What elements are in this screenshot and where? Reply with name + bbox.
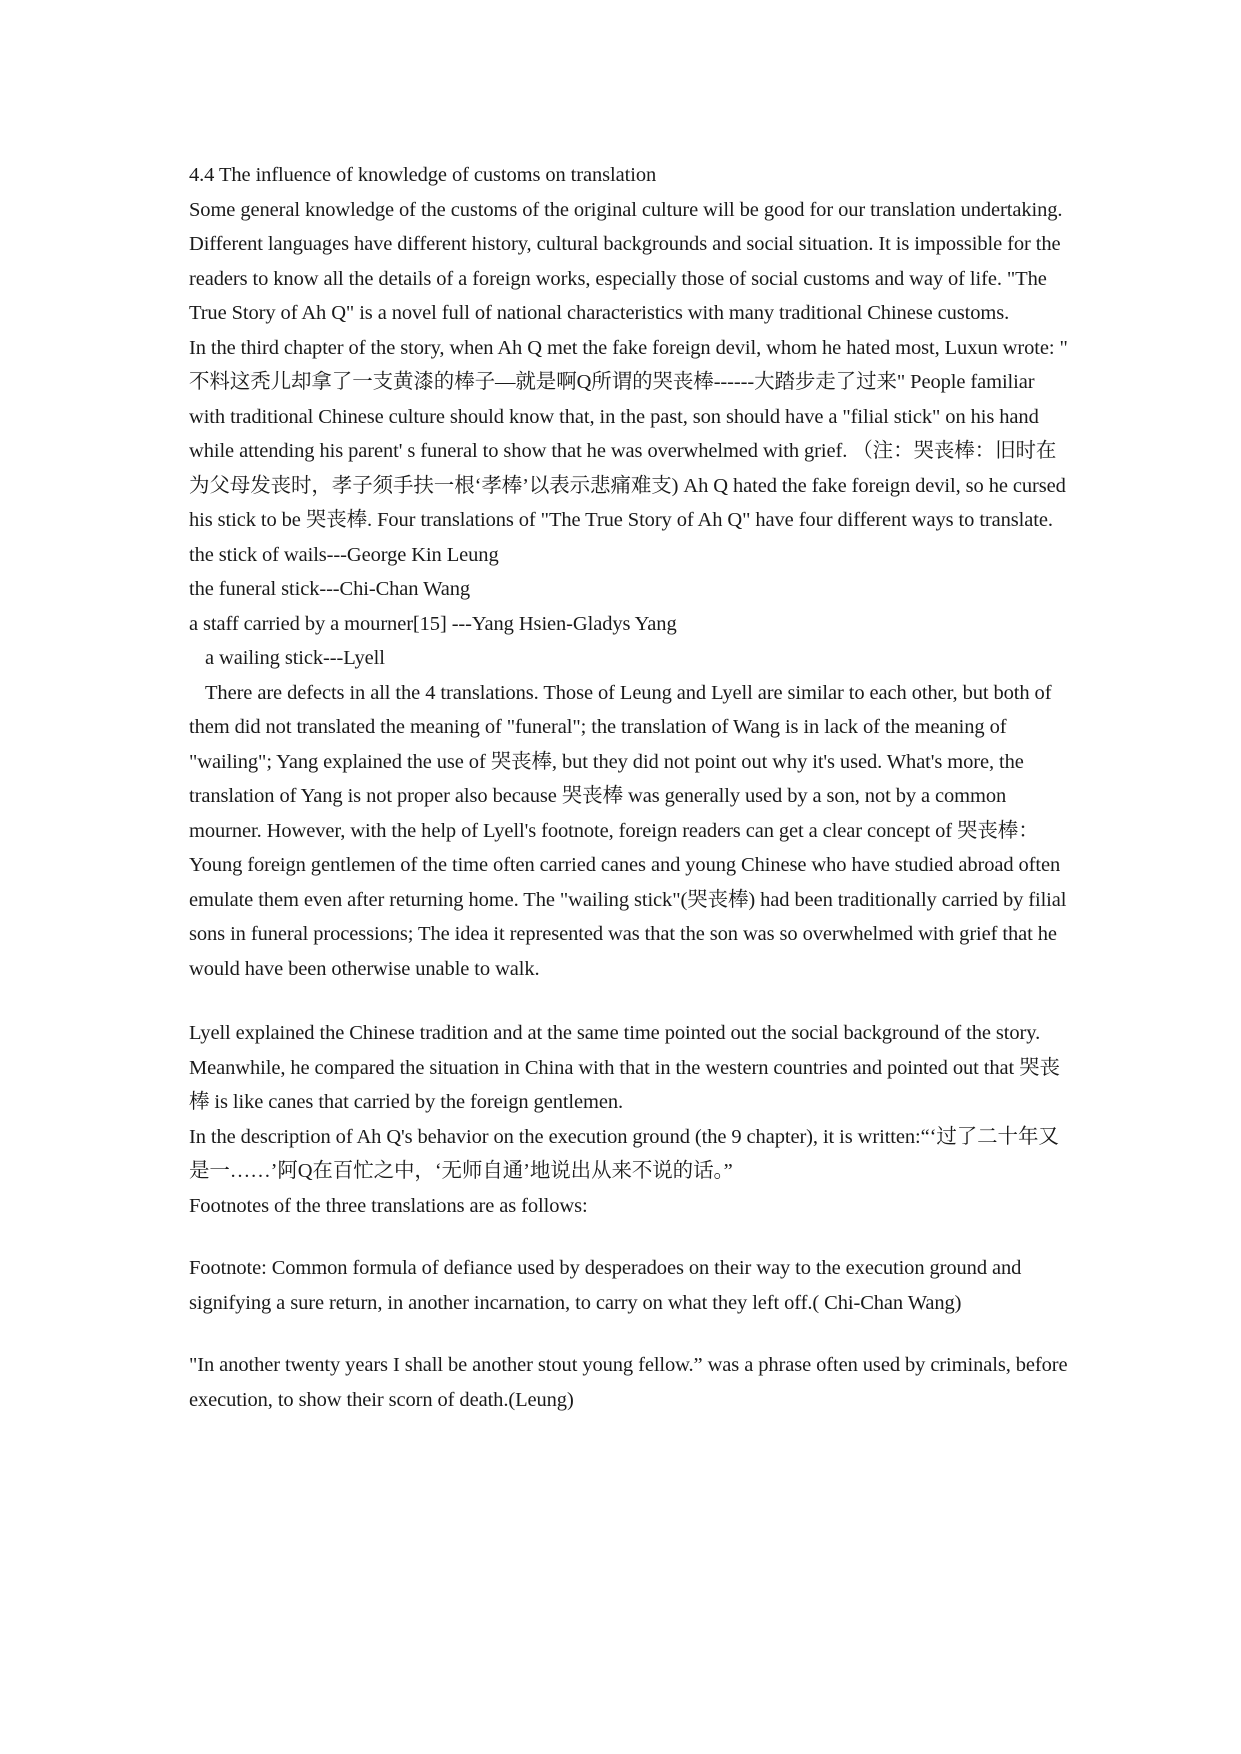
list-item-translation-yang: a staff carried by a mourner[15] ---Yang Hsien-Gladys Yang <box>189 612 677 635</box>
paragraph-execution-ground: In the description of Ah Q's behavior on the execution ground (the 9 chapter), it is written:“‘过了二十年又是一……’阿Q在百忙之中，‘无师自通’地说出从来不说的话。” <box>189 1125 1059 1182</box>
paragraph-footnotes-intro: Footnotes of the three translations are as follows: <box>189 1194 588 1217</box>
spacer <box>189 1320 1069 1348</box>
document-body <box>189 158 1069 1417</box>
spacer <box>189 986 1069 1016</box>
paragraph-footnote-leung: "In another twenty years I shall be another stout young fellow.” was a phrase often used by criminals, before execution, to show their scorn of death.(Leung) <box>189 1354 1068 1411</box>
section-heading: 4.4 The influence of knowledge of customs on translation <box>189 164 657 186</box>
spacer <box>189 1223 1069 1251</box>
paragraph-lyell-footnote: Young foreign gentlemen of the time often carried canes and young Chinese who have studied abroad often emulate them even after returning home. The "wailing stick"(哭丧棒) had been traditionally carried by filial sons in funeral processions; The idea it represented was that the son was so overwhelmed with grief that he would have been otherwise unable to walk. <box>189 854 1067 980</box>
paragraph-lyell-explanation: Lyell explained the Chinese tradition and at the same time pointed out the social background of the story. Meanwhile, he compared the situation in China with that in the western countries and pointed out that 哭丧棒 is like canes that carried by the foreign gentlemen. <box>189 1022 1060 1113</box>
paragraph-footnote-wang: Footnote: Common formula of defiance used by desperadoes on their way to the execution ground and signifying a sure return, in another incarnation, to carry on what they left off.( Chi-Chan Wang) <box>189 1257 1022 1314</box>
paragraph-defects: There are defects in all the 4 translations. Those of Leung and Lyell are similar to each other, but both of them did not translated the meaning of "funeral"; the translation of Wang is in lack of the meaning of "wailing"; Yang explained the use of 哭丧棒, but they did not point out why it's used. What's more, the translation of Yang is not proper also because 哭丧棒 was generally used by a son, not by a common mourner. However, with the help of Lyell's footnote, foreign readers can get a clear concept of 哭丧棒： <box>189 681 1052 842</box>
list-item-translation-lyell: a wailing stick---Lyell <box>205 647 385 669</box>
paragraph-chapter-three: In the third chapter of the story, when Ah Q met the fake foreign devil, whom he hated most, Luxun wrote: " 不料这秃儿却拿了一支黄漆的棒子—就是啊Q所谓的哭丧棒------大踏步走了过来" People familiar with traditional Chinese culture should know that, in the past, son should have a "filial stick" on his hand while attending his parent' s funeral to show that he was overwhelmed with grief. （注：哭丧棒：旧时在为父母发丧时，孝子须手扶一根‘孝棒’以表示悲痛难支) Ah Q hated the fake foreign devil, so he cursed his stick to be 哭丧棒. Four translations of "The True Story of Ah Q" have four different ways to translate. <box>189 336 1068 531</box>
list-item-translation-leung: the stick of wails---George Kin Leung <box>189 543 499 566</box>
list-item-translation-wang: the funeral stick---Chi-Chan Wang <box>189 578 471 600</box>
paragraph-intro: Some general knowledge of the customs of the original culture will be good for our translation undertaking. Different languages have different history, cultural backgrounds and social situation. It is impossible for the readers to know all the details of a foreign works, especially those of social customs and way of life. "The True Story of Ah Q" is a novel full of national characteristics with many traditional Chinese customs. <box>189 198 1063 324</box>
